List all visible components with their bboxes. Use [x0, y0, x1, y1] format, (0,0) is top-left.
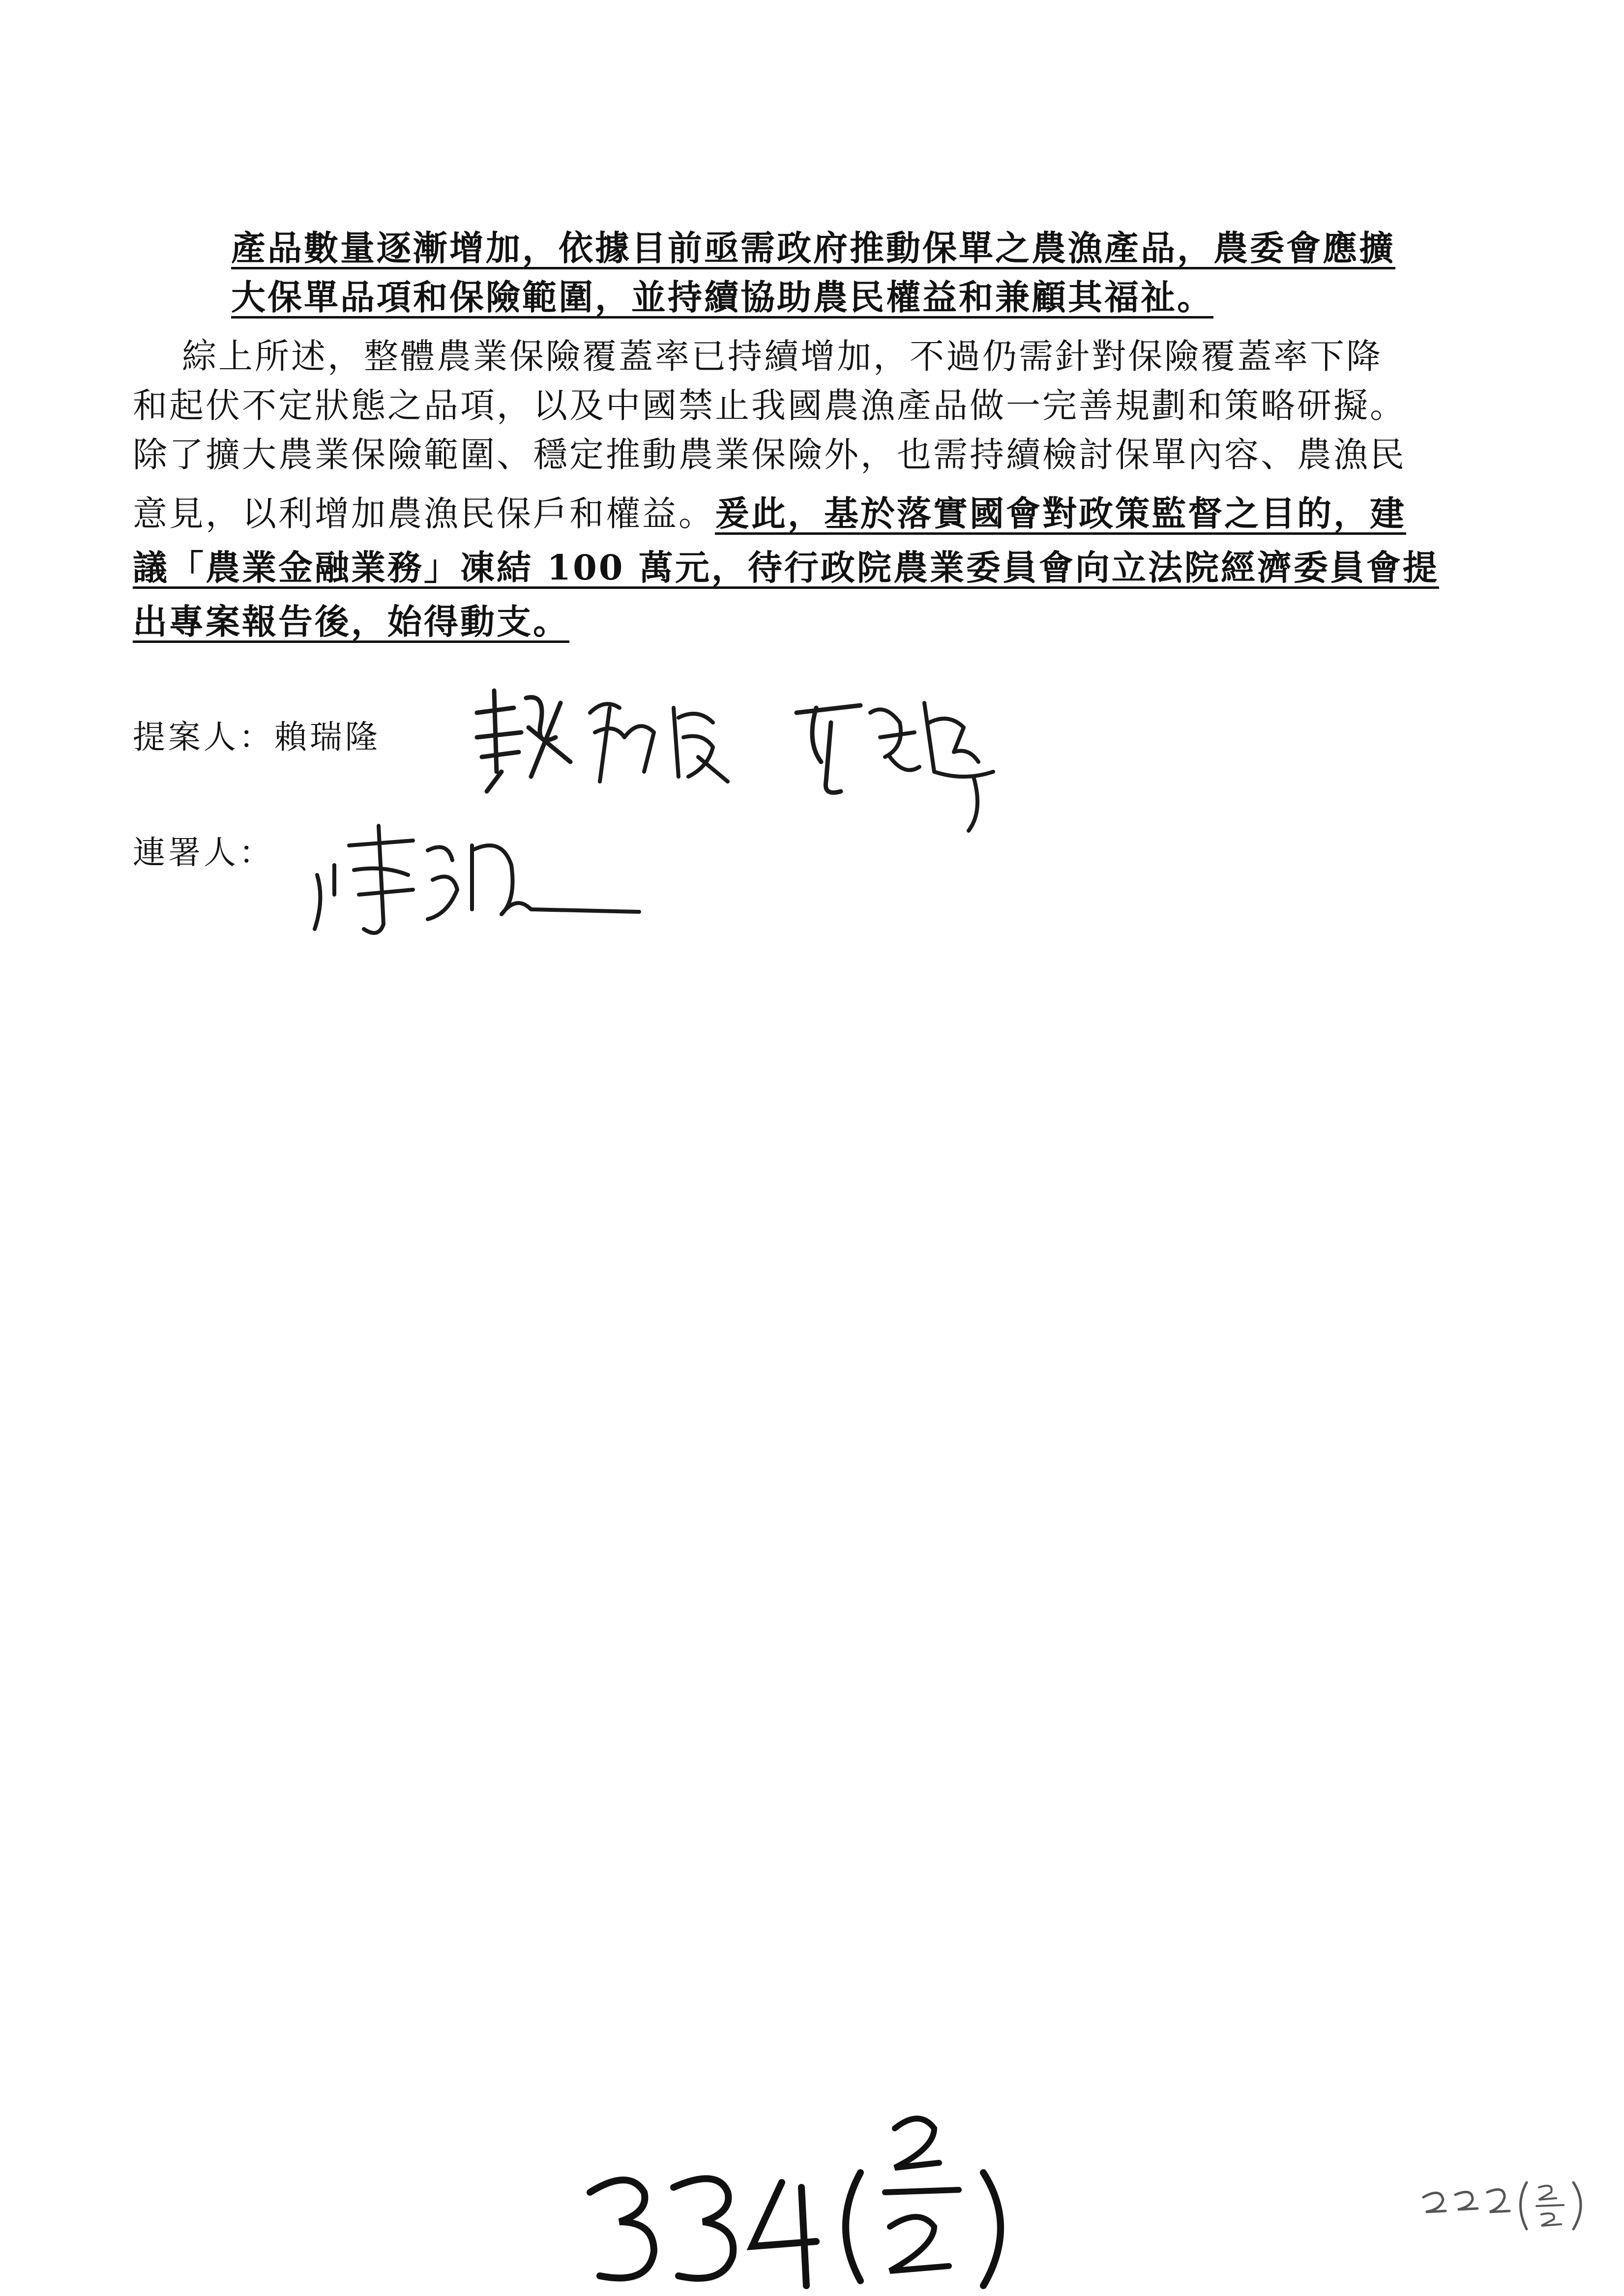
summary-line-6: [133, 597, 1470, 646]
intro-line-1: [231, 224, 1568, 273]
summary-line-1: 綜上所述，整體農業保險覆蓋率已持續增加，不過仍需針對保險覆蓋率下降: [182, 336, 1383, 377]
handwritten-page-number: [575, 2099, 1037, 2296]
intro-line-2: [231, 273, 1568, 322]
summary-line-3: 除了擴大農業保險範圍、穩定推動農業保險外，也需持續檢討保單內容、農漁民: [133, 435, 1406, 475]
summary-line-5: [133, 543, 1470, 592]
summary-line-4-plain: 意見，以利增加農漁民保戶和權益。: [133, 494, 715, 534]
proposer-signature-2: [787, 683, 1023, 841]
summary-line-5-text: 議「農業金融業務」凍結 100 萬元，待行政院農業委員會向立法院經濟委員會提: [133, 547, 1439, 588]
summary-line-2: 和起伏不定狀態之品項，以及中國禁止我國農漁產品做一完善規劃和策略研擬。: [133, 385, 1406, 426]
cosigner-signature: [305, 816, 649, 944]
handwritten-small-page-number: [1416, 2173, 1603, 2237]
proposer-label: 提案人：賴瑞隆: [133, 718, 381, 756]
intro-line-1-text: 產品數量逐漸增加，依據目前亟需政府推動保單之農漁產品，農委會應擴: [231, 228, 1395, 268]
proposer-signature-1: [467, 678, 742, 806]
summary-line-4-bold: 爰此，基於落實國會對政策監督之目的，建: [715, 493, 1406, 534]
summary-line-6-text: 出專案報告後，始得動支。: [133, 601, 569, 642]
summary-line-4: [133, 489, 1470, 538]
cosigner-label: 連署人：: [133, 834, 274, 872]
intro-line-2-text: 大保單品項和保險範圍，並持續協助農民權益和兼顧其福祉。: [231, 277, 1213, 318]
